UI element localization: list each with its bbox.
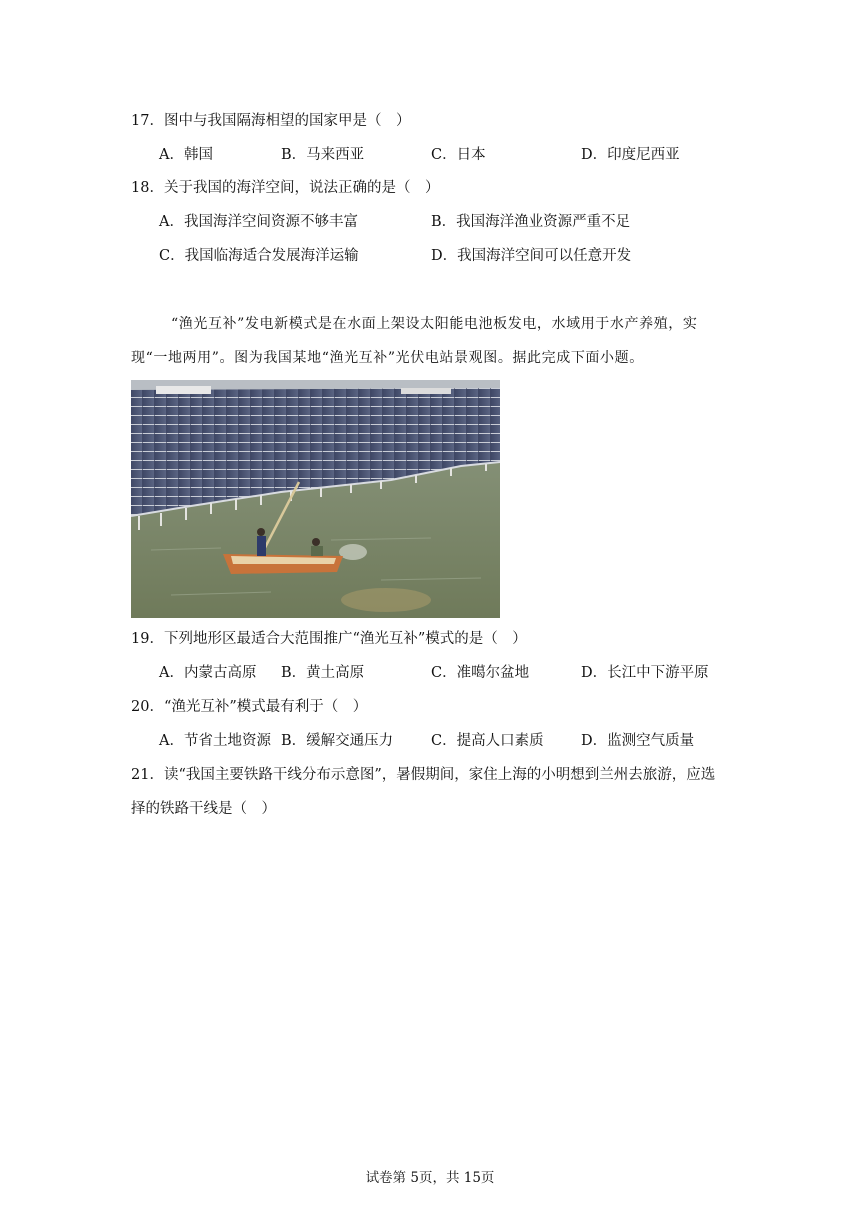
q17-option-d: D．印度尼西亚 [581, 147, 680, 163]
question-21-stem-line-1: 21．读“我国主要铁路干线分布示意图”，暑假期间，家住上海的小明想到兰州去旅游，应选 [131, 767, 716, 783]
question-17-stem: 17．图中与我国隔海相望的国家甲是（ ） [131, 113, 411, 129]
q20-option-b: B．缓解交通压力 [281, 733, 394, 749]
q17-option-c: C．日本 [431, 147, 486, 163]
q19-option-b: B．黄土高原 [281, 665, 365, 681]
question-21-stem-line-2: 择的铁路干线是（ ） [131, 801, 276, 817]
fishery-solar-illustration [131, 380, 500, 618]
page-footer: 试卷第 5页，共 15页 [365, 1170, 495, 1186]
q20-option-d: D．监测空气质量 [581, 733, 695, 749]
fishery-solar-photo [131, 380, 500, 618]
intro-paragraph-line-2: 现“一地两用”。图为我国某地“渔光互补”光伏电站景观图。据此完成下面小题。 [131, 350, 644, 366]
question-19-stem: 19．下列地形区最适合大范围推广“渔光互补”模式的是（ ） [131, 631, 527, 647]
q18-option-d: D．我国海洋空间可以任意开发 [431, 248, 632, 264]
q18-option-a: A．我国海洋空间资源不够丰富 [159, 214, 358, 230]
question-18-stem: 18．关于我国的海洋空间，说法正确的是（ ） [131, 180, 440, 196]
q20-option-c: C．提高人口素质 [431, 733, 544, 749]
q18-option-b: B．我国海洋渔业资源严重不足 [431, 214, 631, 230]
q19-option-a: A．内蒙古高原 [159, 665, 257, 681]
q20-option-a: A．节省土地资源 [159, 733, 271, 749]
intro-paragraph-line-1: “渔光互补”发电新模式是在水面上架设太阳能电池板发电，水域用于水产养殖，实 [171, 316, 698, 332]
question-20-stem: 20．“渔光互补”模式最有利于（ ） [131, 699, 368, 715]
q18-option-c: C．我国临海适合发展海洋运输 [159, 248, 359, 264]
q19-option-c: C．准噶尔盆地 [431, 665, 530, 681]
q17-option-a: A．韩国 [159, 147, 213, 163]
q17-option-b: B．马来西亚 [281, 147, 365, 163]
q19-option-d: D．长江中下游平原 [581, 665, 709, 681]
